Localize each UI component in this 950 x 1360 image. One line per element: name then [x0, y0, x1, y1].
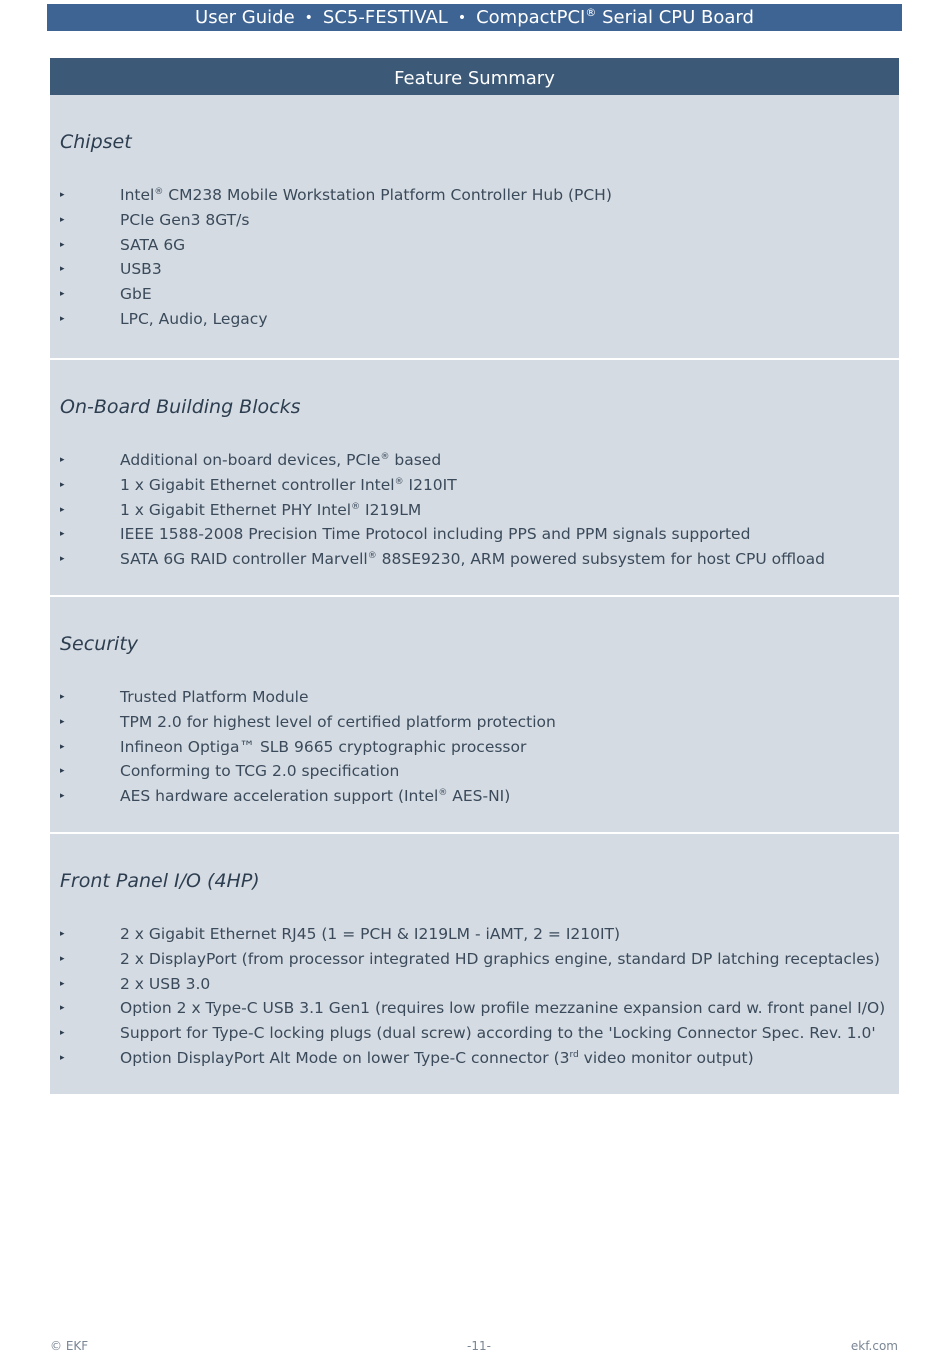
feature-section	[50, 595, 899, 832]
feature-item: ▸ Support for Type-C locking plugs (dual screw) according to the 'Locking Connector Spec. Rev. 1.0'	[50, 1021, 899, 1046]
footer-page-number: -11-	[467, 1339, 491, 1353]
feature-list	[50, 922, 899, 1071]
triangle-bullet-icon: ▸	[60, 791, 65, 802]
triangle-bullet-icon: ▸	[60, 978, 65, 989]
triangle-bullet-icon: ▸	[60, 1028, 65, 1039]
triangle-bullet-icon: ▸	[60, 554, 65, 565]
triangle-bullet-icon: ▸	[60, 504, 65, 515]
footer-copyright: © EKF	[50, 1339, 89, 1353]
feature-item: ▸ SATA 6G RAID controller Marvell® 88SE9230, ARM powered subsystem for host CPU offload	[50, 547, 899, 572]
section-title: Chipset	[60, 131, 132, 153]
triangle-bullet-icon: ▸	[60, 264, 65, 275]
feature-item: ▸ 1 x Gigabit Ethernet PHY Intel® I219LM	[50, 498, 899, 523]
feature-item: ▸ AES hardware acceleration support (Intel® AES-NI)	[50, 784, 899, 809]
header-product-type: CompactPCI® Serial CPU Board	[476, 6, 754, 28]
triangle-bullet-icon: ▸	[60, 289, 65, 300]
feature-item: ▸ Option DisplayPort Alt Mode on lower Type-C connector (3rd video monitor output)	[50, 1046, 899, 1071]
triangle-bullet-icon: ▸	[60, 1003, 65, 1014]
feature-item: ▸ TPM 2.0 for highest level of certified platform protection	[50, 710, 899, 735]
feature-item: ▸ Infineon Optiga™ SLB 9665 cryptographic processor	[50, 735, 899, 760]
feature-list	[50, 448, 899, 572]
triangle-bullet-icon: ▸	[60, 766, 65, 777]
footer-website: ekf.com	[850, 1339, 898, 1353]
triangle-bullet-icon: ▸	[60, 929, 65, 939]
triangle-bullet-icon: ▸	[60, 479, 65, 490]
triangle-bullet-icon: ▸	[60, 529, 65, 540]
triangle-bullet-icon: ▸	[60, 1052, 65, 1063]
section-title: Security	[60, 633, 139, 655]
feature-list	[50, 685, 899, 809]
triangle-bullet-icon: ▸	[60, 716, 65, 727]
feature-list	[50, 183, 899, 332]
feature-item: ▸ Conforming to TCG 2.0 specification	[50, 759, 899, 784]
feature-item: ▸ Option 2 x Type-C USB 3.1 Gen1 (requires low profile mezzanine expansion card w. front panel I/O)	[50, 996, 899, 1021]
section-title: On-Board Building Blocks	[60, 396, 301, 418]
feature-item: ▸ 2 x Gigabit Ethernet RJ45 (1 = PCH & I219LM - iAMT, 2 = I210IT)	[50, 922, 899, 947]
feature-item: ▸ 2 x USB 3.0	[50, 972, 899, 997]
feature-section	[50, 832, 899, 1094]
feature-item: ▸ Intel® CM238 Mobile Workstation Platform Controller Hub (PCH)	[50, 183, 899, 208]
triangle-bullet-icon: ▸	[60, 190, 65, 200]
triangle-bullet-icon: ▸	[60, 455, 65, 465]
section-title: Front Panel I/O (4HP)	[60, 870, 260, 892]
header-separator: •	[304, 10, 313, 26]
feature-summary-table	[50, 58, 899, 1094]
triangle-bullet-icon: ▸	[60, 313, 65, 324]
triangle-bullet-icon: ▸	[60, 692, 65, 702]
feature-item: ▸ USB3	[50, 257, 899, 282]
feature-section	[50, 95, 899, 358]
running-header	[47, 4, 902, 31]
header-separator: •	[457, 10, 467, 26]
feature-item: ▸ Trusted Platform Module	[50, 685, 899, 710]
feature-item: ▸ Additional on-board devices, PCIe® based	[50, 448, 899, 473]
header-product-name: SC5-FESTIVAL	[322, 7, 448, 28]
feature-item: ▸ LPC, Audio, Legacy	[50, 307, 899, 332]
feature-section	[50, 358, 899, 595]
feature-item: ▸ 1 x Gigabit Ethernet controller Intel® I210IT	[50, 473, 899, 498]
feature-item: ▸ PCIe Gen3 8GT/s	[50, 208, 899, 233]
triangle-bullet-icon: ▸	[60, 953, 65, 964]
table-header: Feature Summary	[50, 58, 899, 95]
feature-item: ▸ GbE	[50, 282, 899, 307]
feature-item: ▸ 2 x DisplayPort (from processor integrated HD graphics engine, standard DP latching receptacles)	[50, 947, 899, 972]
triangle-bullet-icon: ▸	[60, 239, 65, 250]
feature-item: ▸ IEEE 1588-2008 Precision Time Protocol including PPS and PPM signals supported	[50, 522, 899, 547]
feature-item: ▸ SATA 6G	[50, 233, 899, 258]
header-doc-type: User Guide	[195, 7, 295, 28]
triangle-bullet-icon: ▸	[60, 741, 65, 752]
triangle-bullet-icon: ▸	[60, 214, 65, 225]
